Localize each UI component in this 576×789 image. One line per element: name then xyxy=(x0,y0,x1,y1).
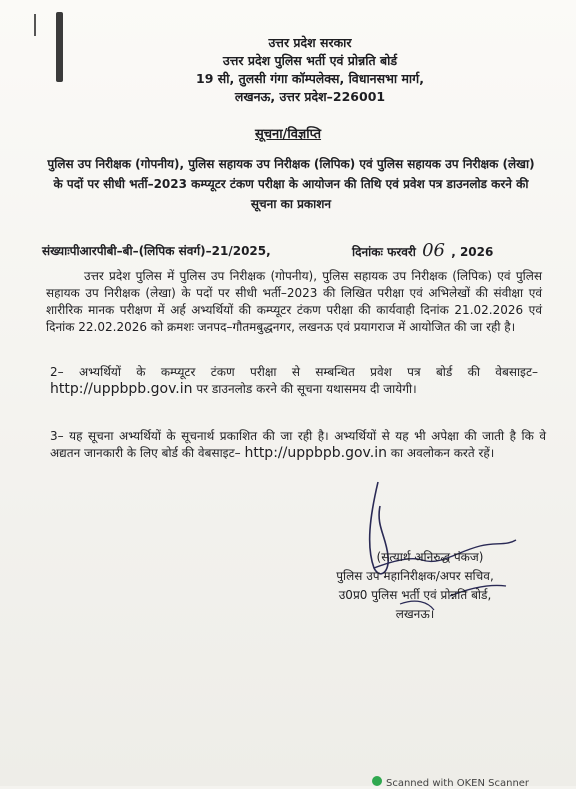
date-prefix: दिनांकः फरवरी xyxy=(352,245,416,259)
paragraph-2 xyxy=(50,364,538,398)
paragraph-3-tail: का अवलोकन करते रहें। xyxy=(390,446,495,460)
signatory-city: लखनऊ। xyxy=(395,607,435,621)
signatory-name: (सत्यार्थ अनिरुद्ध पंकज) xyxy=(376,550,484,564)
letterhead xyxy=(150,34,470,106)
signatory-block xyxy=(300,548,530,624)
website-link[interactable]: http://uppbpb.gov.in xyxy=(50,381,193,397)
paragraph-1: उत्तर प्रदेश पुलिस में पुलिस उप निरीक्षक (गोपनीय), पुलिस सहायक उप निरीक्षक (लिपिक) एवं पुलिस सहायक उप निरीक्षक (लेखा) के पदों पर सीधी भर्ती–2023 की लिखित परीक्षा एवं अभिलेखों की संवीक्षा एवं शारीरिक मानक परीक्षण में अर्ह अभ्यर्थियों की कम्प्यूटर टंकण परीक्षा की कार्यवाही दिनांक 21.02.2026 एवं दिनांक 22.02.2026 को क्रमशः जनपद–गौतमबुद्धनगर, लखनऊ एवं प्रयागराज में आयोजित की जा रही है। xyxy=(46,269,542,334)
reference-number: संख्याःपीआरपीबी–बी–(लिपिक संवर्ग)–21/2025, xyxy=(42,244,271,258)
paragraph-3 xyxy=(50,428,546,462)
binder-clip xyxy=(56,12,63,82)
date-day-handwritten: 06 xyxy=(422,240,446,261)
paragraph-3-text: 3– यह सूचना अभ्यर्थियों के सूचनार्थ प्रकाशित की जा रही है। अभ्यर्थियों से यह भी अपेक्षा की जाती है कि वे अद्यतन जानकारी के लिए बोर्ड की वेबसाइट– xyxy=(50,429,546,460)
signatory-designation: पुलिस उप महानिरीक्षक/अपर सचिव, xyxy=(336,569,494,583)
letterhead-city: लखनऊ, उत्तर प्रदेश–226001 xyxy=(234,89,386,104)
scanner-watermark: Scanned with OKEN Scanner xyxy=(386,778,530,789)
notice-title-text: सूचना/विज्ञप्ति xyxy=(254,127,322,142)
paragraph-2-text: 2– अभ्यर्थियों के कम्प्यूटर टंकण परीक्षा से सम्बन्धित प्रवेश पत्र बोर्ड की वेबसाइट– xyxy=(50,365,538,379)
notice-title xyxy=(0,124,576,142)
notice-subject: पुलिस उप निरीक्षक (गोपनीय), पुलिस सहायक उप निरीक्षक (लिपिक) एवं पुलिस सहायक उप निरीक्षक (लेखा) के पदों पर सीधी भर्ती–2023 कम्प्यूटर टंकण परीक्षा के आयोजन की तिथि एवं प्रवेश पत्र डाउनलोड करने की सूचना का प्रकाशन xyxy=(47,157,535,211)
letterhead-board: उत्तर प्रदेश पुलिस भर्ती एवं प्रोन्नति बोर्ड xyxy=(222,53,398,68)
date-year: , 2026 xyxy=(451,245,494,259)
signatory-office: उ0प्र0 पुलिस भर्ती एवं प्रोन्नति बोर्ड, xyxy=(338,588,492,602)
paragraph-2-tail: पर डाउनलोड करने की सूचना यथासमय दी जायेगी। xyxy=(196,382,417,396)
notice-date xyxy=(352,240,493,261)
letterhead-address: 19 सी, तुलसी गंगा कॉम्पलेक्स, विधानसभा मार्ग, xyxy=(196,71,424,86)
scanner-logo-icon xyxy=(372,776,382,786)
website-link[interactable]: http://uppbpb.gov.in xyxy=(244,445,387,461)
scan-mark xyxy=(34,14,36,36)
letterhead-government: उत्तर प्रदेश सरकार xyxy=(268,35,352,50)
